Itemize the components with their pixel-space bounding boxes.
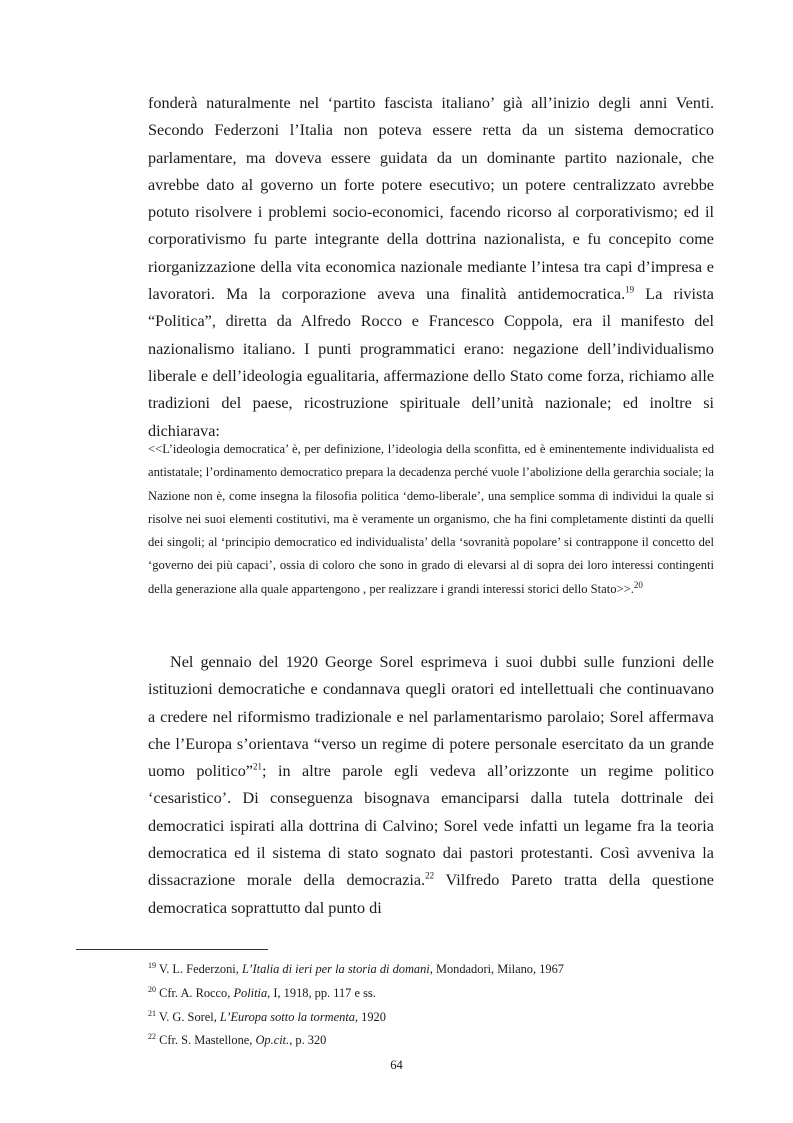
footnote-21 (148, 1006, 708, 1030)
body-paragraph-2 (148, 649, 714, 922)
body-paragraph-1 (148, 90, 714, 445)
footnote-text: V. L. Federzoni, (156, 962, 242, 976)
footnote-text: 1920 (358, 1009, 386, 1024)
footnotes (148, 958, 708, 1053)
paragraph-2-text-c: Vilfredo Pareto tratta della questione democratica soprattutto dal punto di (148, 871, 714, 917)
footnote-ref-21[interactable]: 21 (252, 761, 262, 772)
footnote-ref-20[interactable]: 20 (633, 579, 643, 590)
paragraph-2-text-b: ; in altre parole egli vedeva all’orizzonte un regime politico ‘cesaristico’. Di conseguenza bisognava emanciparsi dalla tutela dottrinale dei democratici ispirati alla dottrina di Calvino; Sorel vede infatti un legame fra la teoria democratica ed il sistema di stato sognato dai pastori protestanti. Così avveniva la dissacrazione morale della democrazia. (148, 762, 714, 890)
footnote-text: Mondadori, Milano, 1967 (432, 962, 564, 976)
footnote-text: I, 1918, pp. 117 e ss. (270, 985, 376, 1000)
paragraph-1-continuation: La rivista “Politica”, diretta da Alfredo Rocco e Francesco Coppola, era il manifesto del nazionalismo italiano. I punti programmatici erano: negazione dell’individualismo liberale e dell’ideologia egualitaria, affermazione dello Stato come forza, richiamo alle tradizioni del paese, ricostruzione spirituale dell’unità nazionale; ed inoltre si dichiarava: (148, 285, 714, 440)
footnote-text: Cfr. A. Rocco, (156, 985, 234, 1000)
footnote-ref-19[interactable]: 19 (625, 284, 635, 295)
footnote-ref-22[interactable]: 22 (425, 870, 435, 881)
footnote-title: L’Italia di ieri per la storia di domani, (241, 962, 433, 976)
footnote-text: , p. 320 (289, 1033, 327, 1048)
footnote-number: 22 (148, 1032, 156, 1042)
footnote-20 (148, 982, 708, 1006)
block-quote (148, 438, 714, 601)
paragraph-1-text: fonderà naturalmente nel ‘partito fascista italiano’ già all’inizio degli anni Venti. Secondo Federzoni l’Italia non poteva essere retta da un sistema democratico parlamentare, ma doveva essere guidata da un dominante partito nazionale, che avrebbe dato al governo un forte potere esecutivo; un potere centralizzato avrebbe potuto risolvere i problemi socio-economici, facendo ricorso al corporativismo; ed il corporativismo fu parte integrante della dottrina nazionalista, e fu concepito come riorganizzazione della vita economica nazionale mediante l’intesa tra capi d’impresa e lavoratori. Ma la corporazione aveva una finalità antidemocratica. (148, 94, 714, 304)
footnote-text: Cfr. S. Mastellone, (156, 1033, 256, 1048)
footnote-number: 21 (148, 1008, 156, 1018)
footnote-number: 19 (148, 960, 156, 970)
footnote-title: Op.cit. (255, 1033, 290, 1048)
page-number: 64 (390, 1058, 403, 1072)
footnote-title: Politia, (233, 985, 271, 1000)
footnote-19 (148, 958, 708, 982)
footnote-number: 20 (148, 984, 156, 994)
quote-text: <<L’ideologia democratica’ è, per definizione, l’ideologia della sconfitta, ed è eminentemente individualista ed antistatale; l’ordinamento democratico prepara la decadenza perché vuole l’abolizione della gerarchia sociale; la Nazione non è, come insegna la filosofia politica ‘demo-liberale’, una semplice somma di individui la quale si risolve nei suoi elementi costitutivi, ma è veramente un organismo, che ha fini completamente distinti da quelli dei singoli; al ‘principio democratico ed individualista’ della ‘sovranità popolare’ si contrappone il concetto del ‘governo dei più capaci’, ossia di coloro che sono in grado di elevarsi al di sopra dei loro interessi contingenti della generazione alla quale appartengono , per realizzare i grandi interessi storici dello Stato>>. (148, 442, 714, 596)
paragraph-2-text-a: Nel gennaio del 1920 George Sorel esprimeva i suoi dubbi sulle funzioni delle istituzioni democratiche e condannava quegli oratori ed intellettuali che continuavano a credere nel riformismo tradizionale e nel parlamentarismo parolaio; Sorel affermava che l’Europa s’orientava “verso un regime di potere personale esercitato da un grande uomo politico” (148, 653, 714, 781)
footnote-separator (76, 949, 268, 950)
footnote-22 (148, 1029, 708, 1053)
footnote-text: V. G. Sorel, (156, 1009, 220, 1024)
footnote-title: L’Europa sotto la tormenta, (219, 1009, 359, 1024)
